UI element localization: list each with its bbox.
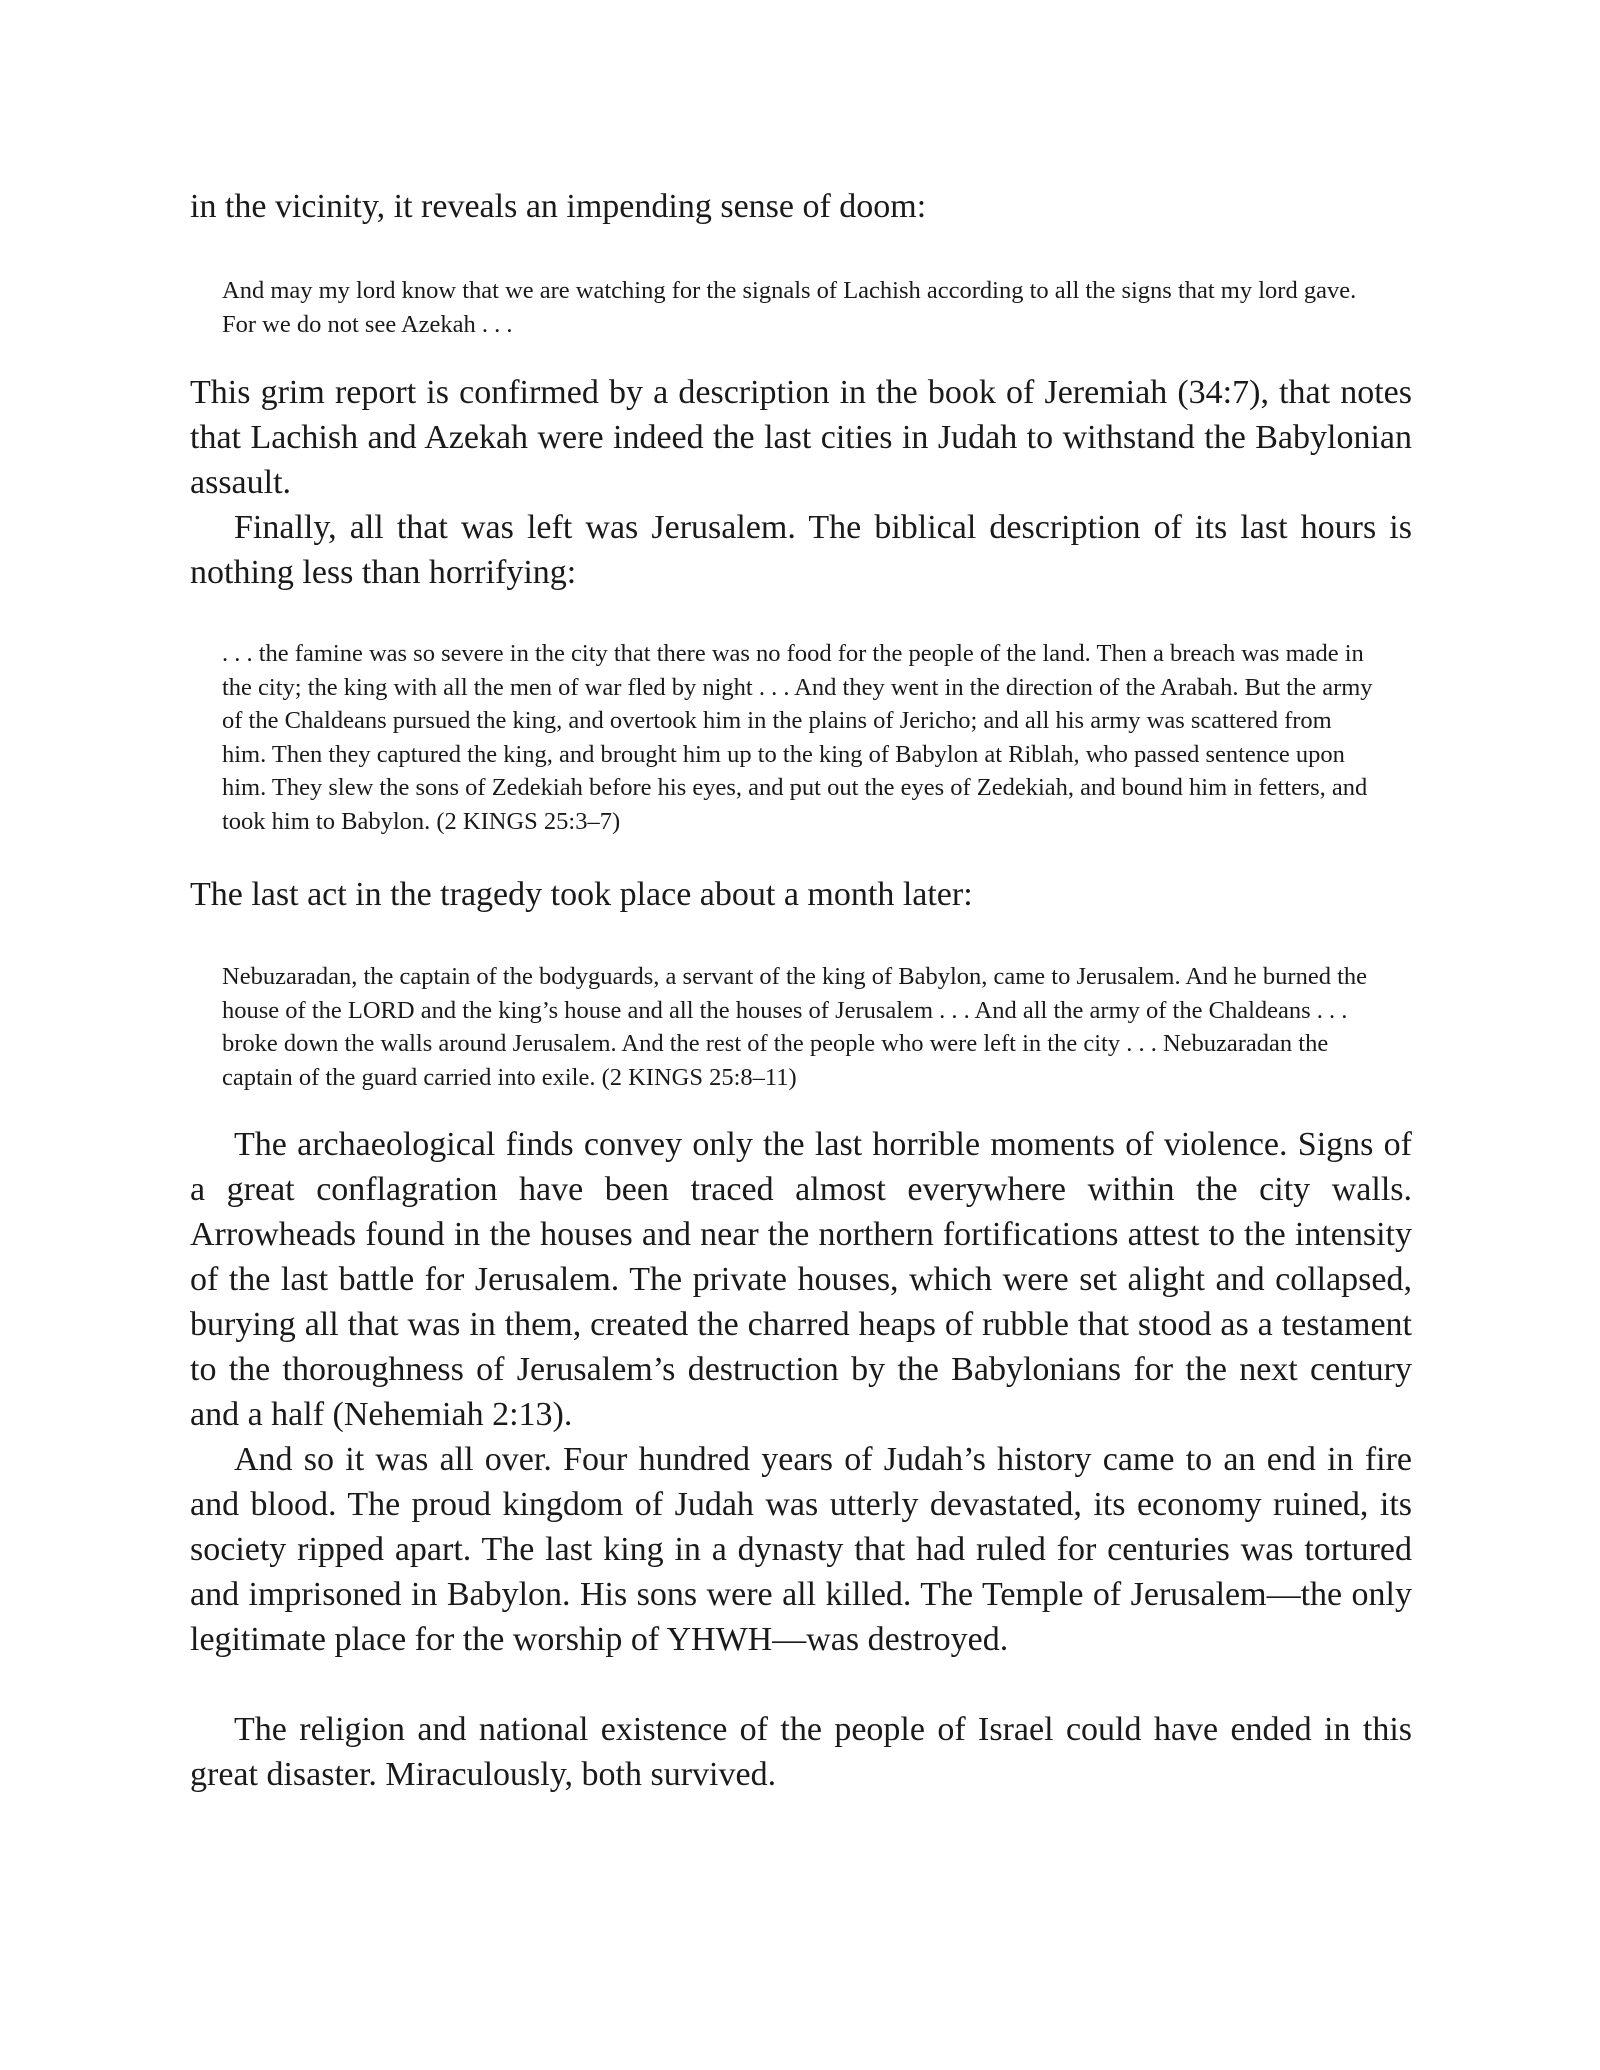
block-quote-lachish: And may my lord know that we are watching for the signals of Lachish according to all the signs that my lord gave. For we do not see Azekah . . . <box>222 277 1357 338</box>
block-quote-2-kings-25-3-7: . . . the famine was so severe in the city that there was no food for the people of the land. Then a breach was made in the city; the king with all the men of war fled by night . . . And they went in the direction of the Arabah. But the army of the Chaldeans pursued the king, and overtook him in the plains of Jericho; and all his army was scattered from him. Then they captured the king, and brought him up to the king of Babylon at Riblah, who passed sentence upon him. They slew the sons of Zedekiah before his eyes, and put out the eyes of Zedekiah, and bound him in fetters, and took him to Babylon. (2 KINGS 25:3–7) <box>222 640 1373 835</box>
body-paragraph-religion: The religion and national existence of the people of Israel could have ended in this great disaster. Miraculously, both survived. <box>190 1711 1412 1793</box>
body-paragraph-last-act: The last act in the tragedy took place about a month later: <box>190 876 973 913</box>
block-quote-2-kings-25-8-11: Nebuzaradan, the captain of the bodyguards, a servant of the king of Babylon, came to Jerusalem. And he burned the house of the LORD and the king’s house and all the houses of Jerusalem . . . And all the army of the Chaldeans . . . broke down the walls around Jerusalem. And the rest of the people who were left in the city . . . Nebuzaradan the captain of the guard carried into exile. (2 KINGS 25:8–11) <box>222 963 1368 1091</box>
body-paragraph-finally: Finally, all that was left was Jerusalem. The biblical description of its last hours is nothing less than horrifying: <box>190 509 1412 591</box>
body-paragraph-grim-report: This grim report is confirmed by a description in the book of Jeremiah (34:7), that notes that Lachish and Azekah were indeed the last cities in Judah to withstand the Babylonian assault. <box>190 374 1412 501</box>
body-paragraph-archaeological: The archaeological finds convey only the last horrible moments of violence. Signs of a great conflagration have been traced almost everywhere within the city walls. Arrowheads found in the houses and near the northern fortifications attest to the intensity of the last battle for Jerusalem. The private houses, which were set alight and collapsed, burying all that was in them, created the charred heaps of rubble that stood as a testament to the thoroughness of Jerusalem’s destruction by the Babylonians for the next century and a half (Nehemiah 2:13). <box>190 1126 1412 1433</box>
body-paragraph-all-over: And so it was all over. Four hundred years of Judah’s history came to an end in fire and blood. The proud kingdom of Judah was utterly devastated, its economy ruined, its society ripped apart. The last king in a dynasty that had ruled for centuries was tortured and imprisoned in Babylon. His sons were all killed. The Temple of Jerusalem—the only legitimate place for the worship of YHWH—was destroyed. <box>190 1441 1412 1658</box>
continuation-paragraph: in the vicinity, it reveals an impending sense of doom: <box>190 188 927 225</box>
